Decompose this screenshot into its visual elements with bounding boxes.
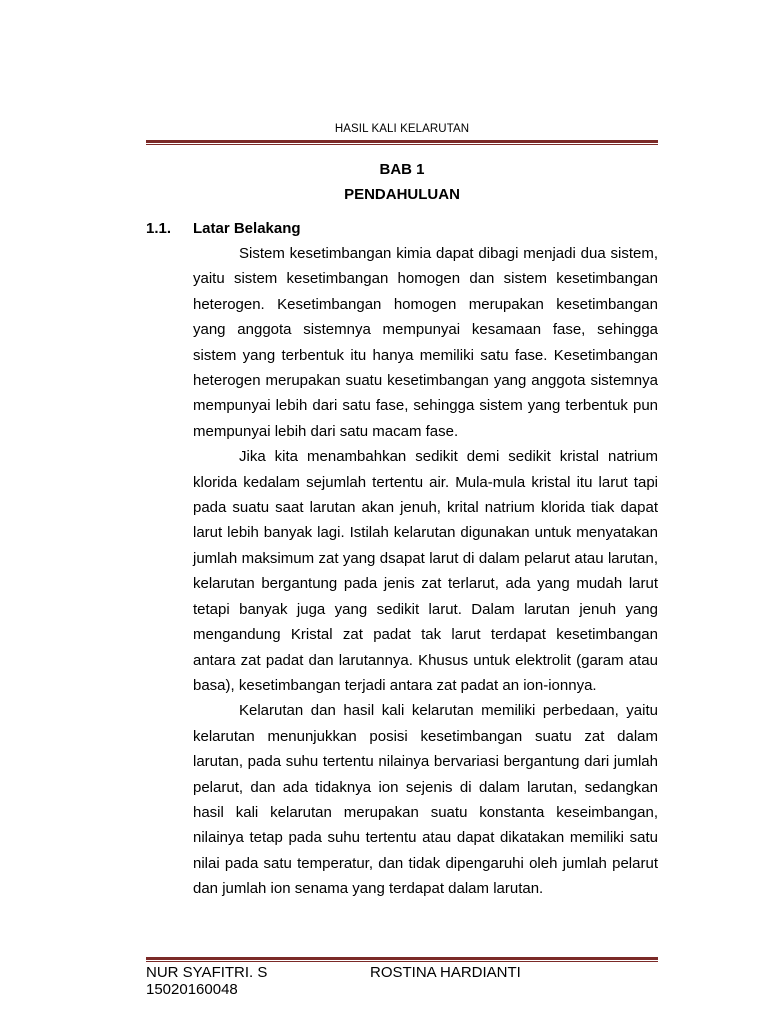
paragraph-2: Jika kita menambahkan sedikit demi sedikit kristal natrium klorida kedalam sejumlah tertentu air. Mula-mula kristal itu larut tapi pada suatu saat larutan akan jenuh, krital natrium klorida tiak dapat larut lebih banyak lagi. Istilah kelarutan digunakan untuk menyatakan jumlah maksimum zat yang dsapat larut di dalam pelarut atau larutan, kelarutan bergantung pada jenis zat terlarut, ada yang mudah larut tetapi banyak juga yang sedikit larut. Dalam larutan jenuh yang mengandung Kristal zat padat tak larut terdapat kesetimbangan antara zat padat dan larutannya. Khusus untuk elektrolit (garam atau basa), kesetimbangan terjadi antara zat padat an ion-ionnya.	[193, 448, 658, 694]
section-number: 1.1.	[146, 220, 172, 237]
footer-student-id: 15020160048	[146, 981, 238, 998]
paragraph-1: Sistem kesetimbangan kimia dapat dibagi menjadi dua sistem, yaitu sistem kesetimbangan homogen dan sistem kesetimbangan heterogen. Kesetimbangan homogen merupakan kesetimbangan yang anggota sistemnya mempunyai kesamaan fase, sehingga sistem yang terbentuk itu hanya memiliki satu fase. Kesetimbangan heterogen merupakan suatu kesetimbangan yang anggota sistemnya mempunyai lebih dari satu fase, sehingga sistem yang terbentuk pun mempunyai lebih dari satu macam fase.	[193, 245, 658, 440]
running-header: HASIL KALI KELARUTAN	[334, 123, 470, 135]
chapter-number: BAB 1	[379, 161, 425, 178]
footer-rule	[146, 957, 658, 962]
chapter-title: PENDAHULUAN	[344, 186, 460, 203]
paragraph-3: Kelarutan dan hasil kali kelarutan memiliki perbedaan, yaitu kelarutan menunjukkan posisi kesetimbangan suatu zat dalam larutan, pada suhu tertentu nilainya bervariasi bergantung dari jumlah pelarut, dan ada tidaknya ion sejenis di dalam larutan, sedangkan hasil kali kelarutan merupakan suatu konstanta keseimbangan, nilainya tetap pada suhu tertentu atau dapat dikatakan memiliki satu nilai pada satu temperatur, dan tidak dipengaruhi oleh jumlah pelarut dan jumlah ion senama yang terdapat dalam larutan.	[193, 702, 658, 898]
section-title: Latar Belakang	[193, 220, 301, 237]
header-rule	[146, 140, 658, 145]
footer-author-2: ROSTINA HARDIANTI	[370, 964, 521, 981]
body-text	[193, 241, 658, 902]
footer-author-1: NUR SYAFITRI. S	[146, 964, 268, 981]
